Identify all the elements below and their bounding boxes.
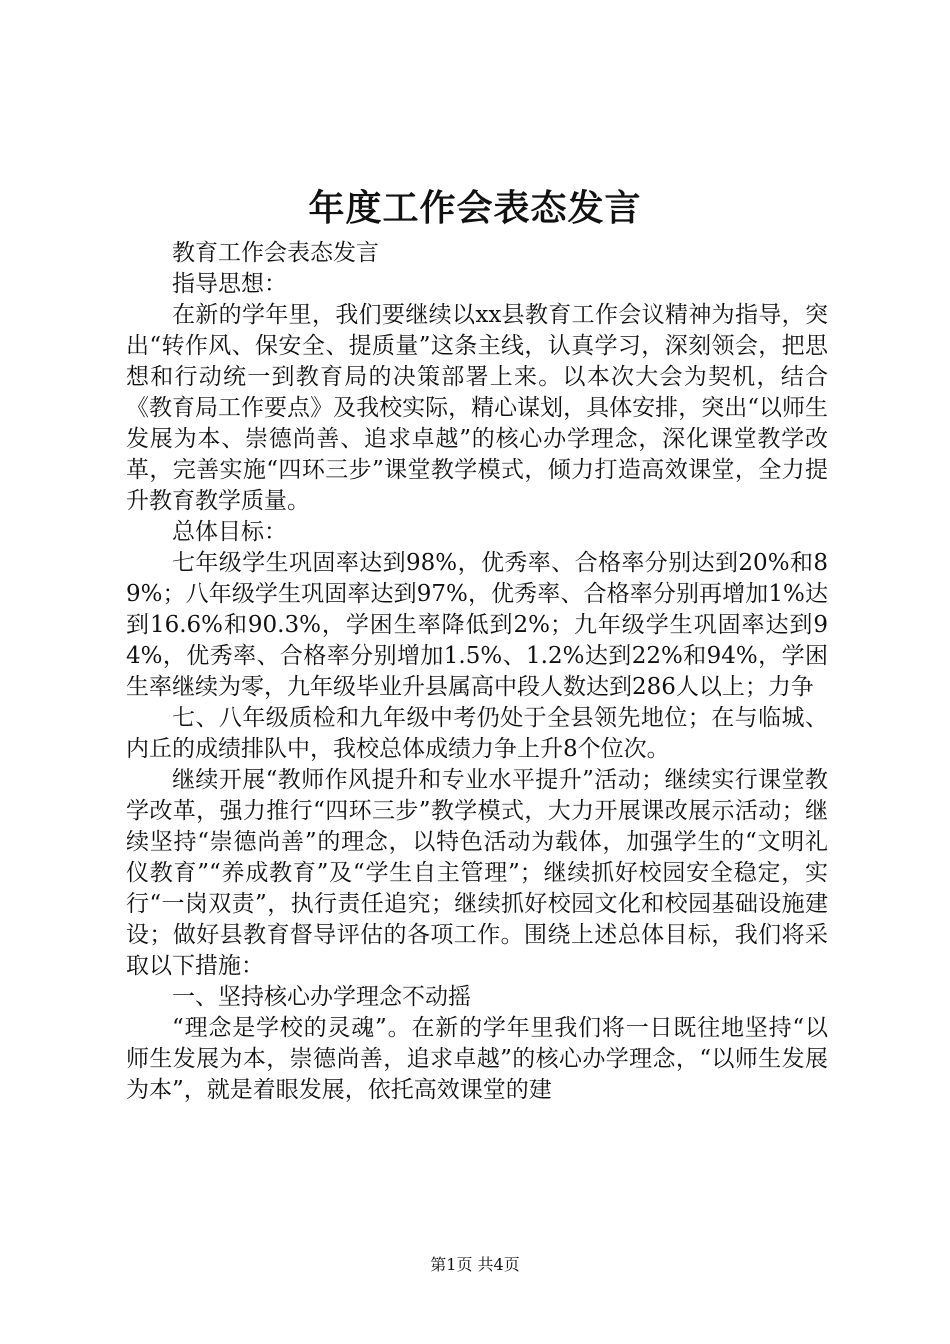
paragraph-guiding-text: 在新的学年里，我们要继续以xx县教育工作会议精神为指导，突出“转作风、保安全、提质量”这条主线，认真学习，深刻领会，把思想和行动统一到教育局的决策部署上来。以本次大会为契机，结合《教育局工作要点》及我校实际，精心谋划，具体安排，突出“以师生发展为本、崇德尚善、追求卓越”的核心办学理念，深化课堂教学改革，完善实施“四环三步”课堂教学模式，倾力打造高效课堂，全力提升教育教学质量。 (126, 302, 828, 514)
paragraph-section-one-heading: 一、坚持核心办学理念不动摇 (172, 984, 471, 1010)
paragraph-goals-heading: 总体目标： (172, 519, 287, 545)
document-title: 年度工作会表态发言 (308, 187, 642, 229)
paragraph-goals-text: 七年级学生巩固率达到98%，优秀率、合格率分别达到20%和89%；八年级学生巩固率达到97%，优秀率、合格率分别再增加1%达到16.6%和90.3%，学困生率降低到2%；九年级学生巩固率达到94%，优秀率、合格率分别增加1.5%、1.2%达到22%和94%，学困生率继续为零，九年级毕业升县属高中段人数达到286人以上；力争 (126, 550, 828, 700)
paragraph-ranking-text: 七、八年级质检和九年级中考仍处于全县领先地位；在与临城、内丘的成绩排队中，我校总体成绩力争上升8个位次。 (126, 705, 828, 762)
document-body (126, 238, 828, 1106)
page-footer: 第1页 共4页 (430, 1255, 520, 1274)
paragraph-guiding-heading: 指导思想： (172, 271, 287, 297)
paragraph-section-one-text: “理念是学校的灵魂”。在新的学年里我们将一日既往地坚持“以师生发展为本，崇德尚善，追求卓越”的核心办学理念，“以师生发展为本”，就是着眼发展，依托高效课堂的建 (126, 1015, 828, 1103)
paragraph-subtitle: 教育工作会表态发言 (172, 240, 379, 266)
paragraph-measures-text: 继续开展“教师作风提升和专业水平提升”活动；继续实行课堂教学改革，强力推行“四环三步”教学模式，大力开展课改展示活动；继续坚持“崇德尚善”的理念，以特色活动为载体，加强学生的“文明礼仪教育”“养成教育”及“学生自主管理”；继续抓好校园安全稳定，实行“一岗双责”，执行责任追究；继续抓好校园文化和校园基础设施建设；做好县教育督导评估的各项工作。围绕上述总体目标，我们将采取以下措施： (126, 767, 828, 979)
